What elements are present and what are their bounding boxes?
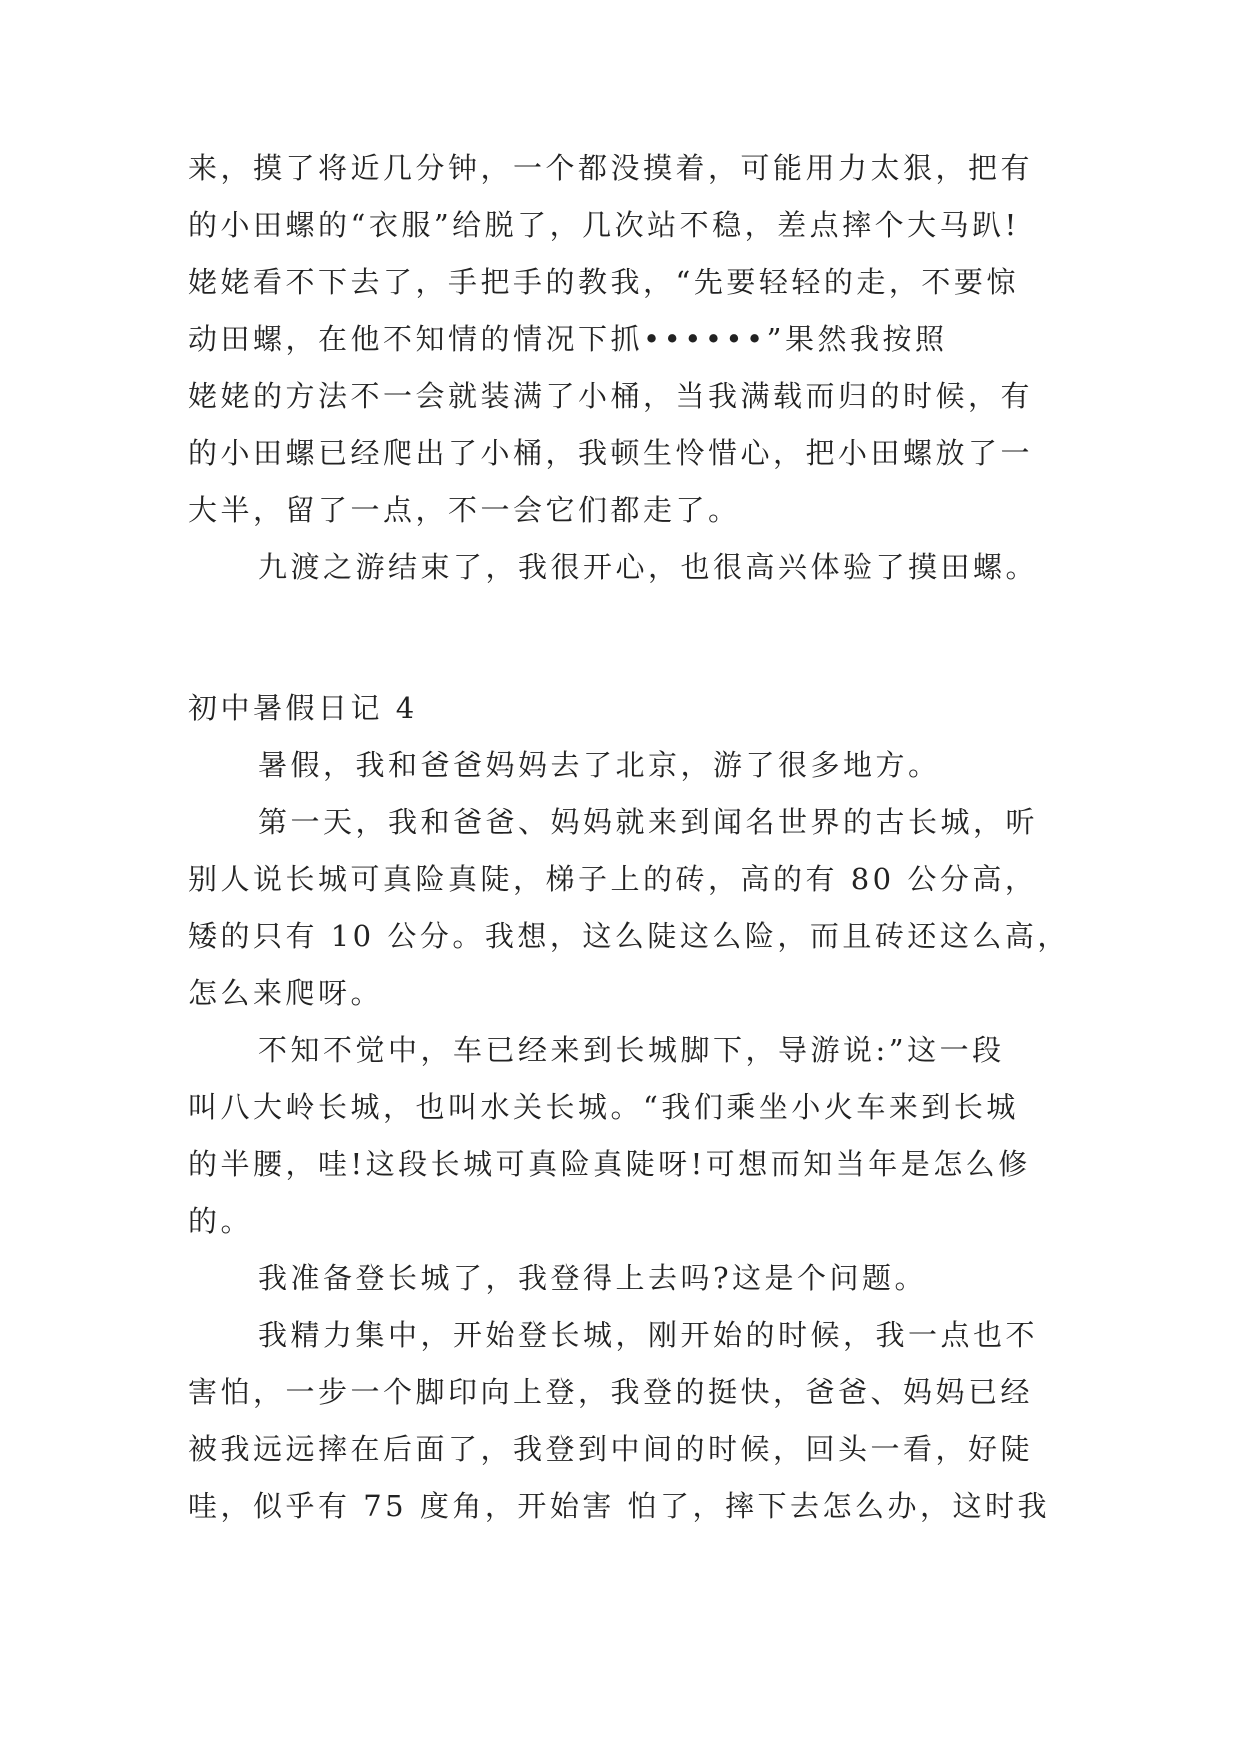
- text-line: 的。: [188, 1204, 254, 1238]
- text-line: 不知不觉中，车已经来到长城脚下，导游说:”这一段: [258, 1033, 1005, 1067]
- text-line: 哇，似乎有 75 度角，开始害 怕了，摔下去怎么办，这时我: [188, 1489, 1051, 1523]
- text-line: 别人说长城可真险真陡，梯子上的砖，高的有 80 公分高，: [188, 862, 1038, 896]
- text-line: 第一天，我和爸爸、妈妈就来到闻名世界的古长城，听: [258, 805, 1039, 839]
- text-line: 我准备登长城了，我登得上去吗?这是个问题。: [258, 1261, 928, 1295]
- text-line: 姥姥看不下去了，手把手的教我，“先要轻轻的走，不要惊: [188, 265, 1019, 299]
- section-title: 初中暑假日记 4: [188, 691, 418, 725]
- text-line: 的小田螺已经爬出了小桶，我顿生怜惜心，把小田螺放了一: [188, 436, 1034, 470]
- text-line: 怎么来爬呀。: [188, 976, 384, 1010]
- text-line: 姥姥的方法不一会就装满了小桶，当我满载而归的时候，有: [188, 379, 1034, 413]
- text-line: 的半腰，哇!这段长城可真险真陡呀!可想而知当年是怎么修: [188, 1147, 1031, 1181]
- text-line: 的小田螺的“衣服”给脱了，几次站不稳，差点摔个大马趴!: [188, 208, 1020, 242]
- text-line: 我精力集中，开始登长城，刚开始的时候，我一点也不: [258, 1318, 1039, 1352]
- text-line: 害怕，一步一个脚印向上登，我登的挺快，爸爸、妈妈已经: [188, 1375, 1034, 1409]
- text-line: 来，摸了将近几分钟，一个都没摸着，可能用力太狠，把有: [188, 151, 1034, 185]
- text-line: 九渡之游结束了，我很开心，也很高兴体验了摸田螺。: [258, 550, 1039, 584]
- text-line: 矮的只有 10 公分。我想，这么陡这么险，而且砖还这么高，: [188, 919, 1070, 953]
- text-line: 被我远远摔在后面了，我登到中间的时候，回头一看，好陡: [188, 1432, 1034, 1466]
- text-line: 叫八大岭长城，也叫水关长城。“我们乘坐小火车来到长城: [188, 1090, 1019, 1124]
- text-line: 动田螺，在他不知情的情况下抓••••••”果然我按照: [188, 322, 948, 356]
- text-line: 大半，留了一点，不一会它们都走了。: [188, 493, 741, 527]
- text-line: 暑假，我和爸爸妈妈去了北京，游了很多地方。: [258, 748, 941, 782]
